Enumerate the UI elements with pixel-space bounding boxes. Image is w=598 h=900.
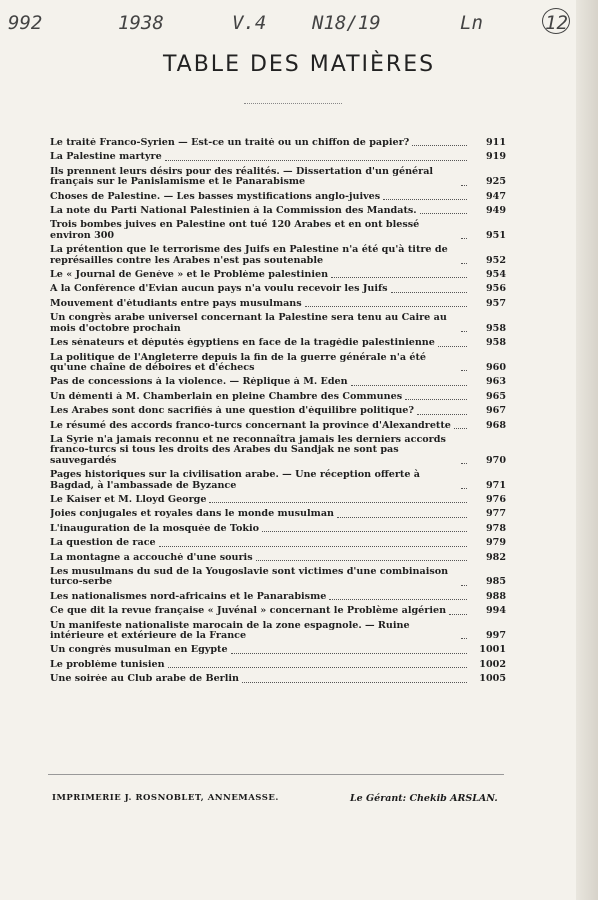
toc-entry-page: 978 (485, 522, 506, 534)
toc-entry-page: 970 (485, 454, 506, 466)
dot-leader (461, 263, 467, 264)
toc-entry (50, 621, 506, 642)
toc-entry (50, 660, 506, 670)
dot-leader (405, 399, 467, 400)
dot-leader (165, 160, 467, 161)
dot-leader (231, 653, 467, 654)
hw-note-3: V.4 (232, 12, 267, 34)
toc-entry (50, 553, 506, 563)
toc-entry-page: 925 (485, 176, 506, 188)
toc-entry-title: Le résumé des accords franco-turcs concernant la province d'Alexandrette (50, 419, 451, 431)
dot-leader (159, 546, 467, 547)
handwritten-annotations (8, 6, 568, 36)
toc-entry (50, 509, 506, 519)
toc-entry-page: 952 (485, 254, 506, 266)
dot-leader (461, 185, 467, 186)
toc-entry (50, 313, 506, 334)
dot-leader (438, 346, 467, 347)
toc-entry-title: Mouvement d'étudiants entre pays musulmans (50, 298, 302, 309)
toc-entry-page: 977 (485, 508, 506, 520)
toc-entry (50, 220, 506, 241)
toc-entry-title: La note du Parti National Palestinien à la Commission des Mandats. (50, 206, 417, 217)
toc-entry-title: A la Conférence d'Evian aucun pays n'a voulu recevoir les Juifs (50, 284, 388, 295)
toc-entry-page: 947 (485, 190, 506, 202)
toc-entry-title: Le problème tunisien (50, 659, 165, 670)
dot-leader (461, 463, 467, 464)
toc-entry-page: 960 (485, 361, 506, 373)
toc-entry-title: Pages historiques sur la civilisation arabe. — Une réception offerte à Bagdad, à l'ambassade de Byzance (50, 469, 421, 491)
toc-entry (50, 353, 506, 374)
toc-entry (50, 495, 506, 505)
toc-entry-title: La question de race (50, 538, 156, 549)
toc-entry (50, 538, 506, 548)
toc-entry-title: Une soirée au Club arabe de Berlin (50, 674, 239, 685)
dot-leader (329, 599, 467, 600)
toc-entry (50, 299, 506, 309)
toc-entry (50, 192, 506, 202)
toc-entry-page: 963 (485, 376, 506, 388)
dot-leader (461, 370, 467, 371)
toc-entry-title: Joies conjugales et royales dans le monde musulman (50, 509, 335, 520)
hw-note-2: 1938 (118, 12, 164, 34)
dot-leader (461, 238, 467, 239)
hw-note-4: N18/19 (312, 12, 381, 34)
dot-leader (461, 585, 467, 586)
toc-entry (50, 245, 506, 266)
dot-leader (461, 488, 467, 489)
dot-leader (454, 428, 467, 429)
toc-entry-title: L'inauguration de la mosquée de Tokio (50, 523, 260, 534)
toc-entry-title: Un manifeste nationaliste marocain de la zone espagnole. — Ruine intérieure et extérieure de la France (50, 619, 410, 642)
dot-leader (351, 385, 467, 386)
toc-entry-title: Le « Journal de Genève » et le Problème palestinien (50, 270, 329, 281)
toc-entry-page: 954 (485, 269, 506, 281)
toc-entry-page: 997 (485, 630, 506, 642)
toc-entry-page: 1002 (479, 658, 506, 670)
toc-entry-page: 967 (485, 405, 506, 417)
toc-entry (50, 377, 506, 387)
toc-entry-page: 1005 (479, 673, 506, 685)
toc-entry-page: 958 (485, 322, 506, 334)
toc-entry (50, 152, 506, 162)
toc-entry-title: La montagne a accouché d'une souris (50, 552, 253, 563)
toc-entry-page: 911 (485, 137, 506, 148)
toc-entry-title: Les Arabes sont donc sacrifiés à une question d'équilibre politique? (50, 406, 415, 417)
dot-leader (331, 277, 467, 278)
dot-leader (449, 614, 467, 615)
toc-entry-title: La politique de l'Angleterre depuis la fin de la guerre générale n'a été qu'une chaîne de déboires et d'échecs (50, 351, 427, 373)
dot-leader (417, 414, 467, 415)
dot-leader (305, 306, 467, 307)
dot-leader (461, 638, 467, 639)
gerant-credit (350, 793, 498, 804)
toc-entry (50, 206, 506, 216)
dot-leader (209, 502, 467, 503)
toc-entry (50, 392, 506, 402)
toc-entry-page: 949 (485, 205, 506, 217)
toc-entry-title: La Syrie n'a jamais reconnu et ne reconnaîtra jamais les derniers accords franco-turcs si tous les droits des Arabes du Sandjak ne sont pas sauvegardés (50, 433, 446, 466)
dot-leader (256, 560, 467, 561)
footer-divider (48, 774, 504, 775)
dot-leader (412, 145, 467, 146)
toc-entry-page: 982 (485, 551, 506, 563)
hw-note-1: 992 (8, 12, 43, 34)
hw-circle-mark (542, 8, 570, 34)
toc-entry-title: Trois bombes juives en Palestine ont tué 120 Arabes et en ont blessé environ 300 (50, 219, 420, 241)
toc-entry-page: 985 (485, 576, 506, 588)
toc-entry-title: Le traité Franco-Syrien — Est-ce un traité ou un chiffon de papier? (50, 138, 410, 148)
dot-leader (168, 667, 467, 668)
toc-entry (50, 167, 506, 188)
toc-entry-page: 965 (485, 390, 506, 402)
toc-entry-title: Un congrès musulman en Egypte (50, 645, 228, 656)
hw-note-5: Ln (460, 12, 483, 34)
toc-entry-page: 956 (485, 283, 506, 295)
toc-entry-title: La prétention que le terrorisme des Juifs en Palestine n'a été qu'à titre de représailles contre les Arabes n'est pas soutenable (50, 244, 448, 266)
dot-leader (420, 213, 467, 214)
toc-entry-title: Ce que dit la revue française « Juvénal » concernant le Problème algérien (50, 605, 447, 617)
title-divider (244, 103, 342, 104)
toc-entry-page: 951 (485, 229, 506, 241)
toc-entry-page: 971 (485, 479, 506, 491)
toc-entry (50, 435, 506, 466)
toc-entry-page: 988 (485, 590, 506, 602)
dot-leader (383, 199, 467, 200)
toc-entry-title: Un démenti à M. Chamberlain en pleine Chambre des Communes (50, 391, 403, 402)
printer-credit: IMPRIMERIE J. ROSNOBLET, ANNEMASSE. (52, 793, 279, 803)
toc-entry-title: Le Kaiser et M. Lloyd George (50, 494, 207, 505)
toc-entry-title: Ils prennent leurs désirs pour des réalités. — Dissertation d'un général français sur le Panislamisme et le Panarabisme (50, 165, 434, 188)
dot-leader (461, 331, 467, 332)
toc-entry-title: Les nationalismes nord-africains et le Panarabisme (50, 591, 327, 602)
toc-entry-title: La Palestine martyre (50, 152, 162, 163)
dot-leader (242, 682, 467, 683)
toc-entry (50, 645, 506, 655)
toc-entry-page: 979 (485, 537, 506, 549)
toc-entry-page: 958 (485, 337, 506, 349)
toc-entry (50, 524, 506, 534)
toc-entry-page: 919 (485, 151, 506, 163)
toc-entry-page: 994 (485, 605, 506, 617)
table-of-contents (50, 138, 506, 689)
dot-leader (337, 517, 467, 518)
toc-entry (50, 674, 506, 684)
hw-note-6: 12 (545, 12, 568, 34)
toc-entry-title: Les sénateurs et députés égyptiens en face de la tragédie palestinienne (50, 338, 435, 349)
toc-entry-page: 1001 (479, 644, 506, 656)
toc-entry (50, 406, 506, 416)
toc-entry (50, 421, 506, 431)
page-edge (576, 0, 598, 900)
dot-leader (262, 531, 467, 532)
toc-entry (50, 470, 506, 491)
gerant-label: Le Gérant: (350, 793, 407, 804)
toc-entry-page: 976 (485, 493, 506, 505)
toc-entry-page: 957 (485, 297, 506, 309)
gerant-name: Chekib ARSLAN. (409, 793, 498, 804)
toc-entry (50, 592, 506, 602)
toc-entry (50, 606, 506, 616)
toc-entry (50, 284, 506, 294)
dot-leader (391, 292, 467, 293)
toc-entry-title: Choses de Palestine. — Les basses mystifications anglo-juives (50, 191, 381, 202)
page-title: TABLE DES MATIÈRES (162, 52, 436, 77)
toc-entry (50, 567, 506, 588)
toc-entry (50, 270, 506, 280)
toc-entry (50, 138, 506, 148)
toc-entry (50, 338, 506, 348)
toc-entry-page: 968 (485, 419, 506, 431)
toc-entry-title: Pas de concessions à la violence. — Réplique à M. Eden (50, 377, 348, 388)
toc-entry-title: Les musulmans du sud de la Yougoslavie sont victimes d'une combinaison turco-serbe (50, 566, 449, 588)
toc-entry-title: Un congrès arabe universel concernant la Palestine sera tenu au Caire au mois d'octobre prochain (50, 312, 447, 334)
